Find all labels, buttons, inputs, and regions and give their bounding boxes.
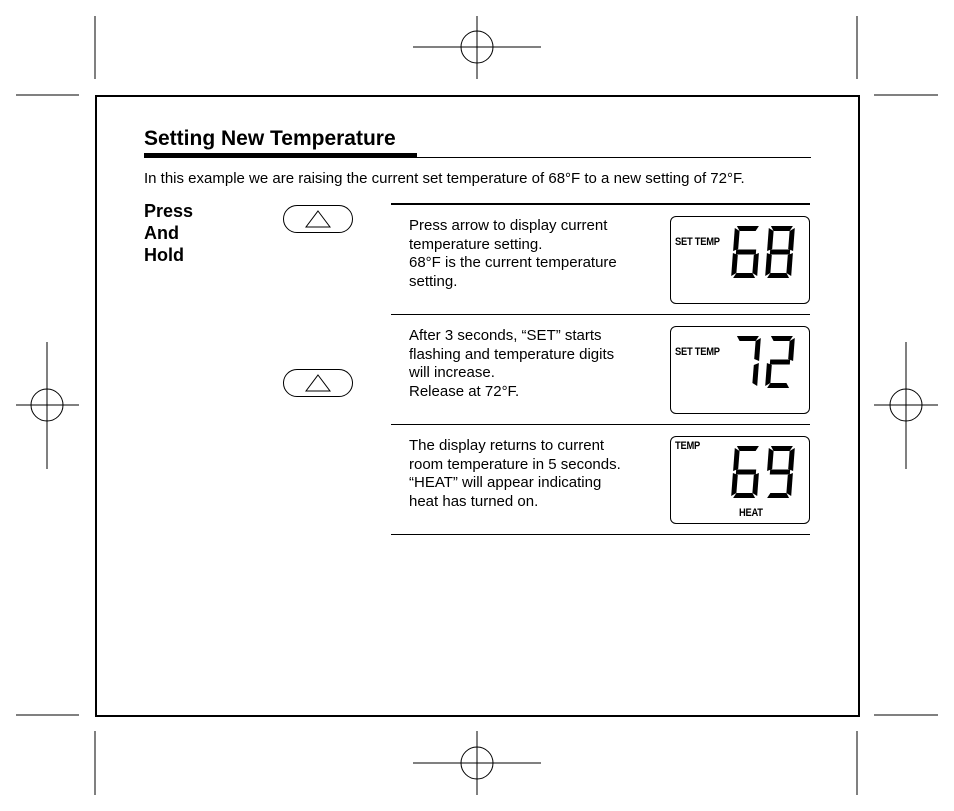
lcd-segment: [786, 253, 793, 276]
step-divider: [391, 534, 810, 535]
lcd-label: SET TEMP: [675, 236, 720, 248]
lcd-segment: [736, 470, 756, 475]
step-line: room temperature in 5 seconds.: [409, 455, 621, 473]
lcd-segment: [767, 448, 774, 471]
up-arrow-button[interactable]: [283, 369, 353, 397]
up-arrow-icon: [304, 209, 332, 229]
lcd-digit-6: [731, 446, 759, 498]
lcd-segment: [767, 383, 789, 388]
page-title: Setting New Temperature: [144, 127, 396, 150]
lcd-segment: [765, 363, 772, 386]
lcd-segment: [733, 228, 740, 251]
press-label-line: Press: [144, 201, 194, 221]
lcd-display-step-2: [670, 326, 810, 414]
lcd-bottom-label: HEAT: [739, 507, 763, 519]
up-arrow-button[interactable]: [283, 205, 353, 233]
step-line: “HEAT” will appear indicating: [409, 474, 602, 491]
lcd-segment: [737, 226, 759, 231]
lcd-digit-8: [765, 226, 795, 278]
lcd-segment: [765, 253, 772, 276]
lcd-segment: [788, 228, 795, 251]
press-and-hold-label: [144, 200, 193, 266]
step-line: flashing and temperature digits: [409, 345, 615, 363]
step-line: 68°F is the current temperature: [409, 254, 617, 271]
lcd-segment: [752, 363, 759, 386]
step-3-text: [409, 437, 654, 511]
registration-mark-left-icon: [16, 342, 79, 469]
lcd-segment: [770, 360, 790, 365]
lcd-segment: [770, 250, 790, 255]
lcd-segment: [737, 446, 759, 451]
registration-mark-bottom-icon: [413, 731, 541, 795]
lcd-digit-9: [767, 446, 795, 498]
step-2-text: [409, 327, 654, 401]
step-line: temperature setting.: [409, 235, 543, 253]
lcd-segment: [737, 336, 759, 341]
step-line: setting.: [409, 272, 458, 290]
lcd-digit-7: [737, 336, 761, 386]
lcd-digit-6: [731, 226, 759, 278]
step-divider: [391, 424, 810, 425]
step-line: After 3 seconds, “SET” starts: [409, 327, 602, 344]
lcd-digits: [731, 335, 799, 391]
lcd-segment: [731, 253, 738, 276]
lcd-digits: [731, 445, 799, 501]
lcd-segment: [770, 470, 790, 475]
step-line: Release at 72°F.: [409, 382, 520, 400]
lcd-segment: [767, 228, 774, 251]
registration-mark-top-icon: [413, 16, 541, 79]
step-divider: [391, 314, 810, 315]
lcd-segment: [786, 473, 793, 496]
lcd-display-step-3: [670, 436, 810, 524]
step-divider: [391, 203, 810, 205]
lcd-segment: [752, 253, 759, 276]
title-rule: [144, 157, 811, 158]
step-line: heat has turned on.: [409, 492, 539, 510]
lcd-segment: [733, 448, 740, 471]
intro-text: In this example we are raising the current set temperature of 68°F to a new setting of 72°F.: [144, 170, 745, 187]
lcd-segment: [788, 338, 795, 361]
up-arrow-icon: [304, 373, 332, 393]
press-label-line: And: [144, 223, 179, 243]
step-line: The display returns to current: [409, 437, 605, 454]
lcd-segment: [771, 446, 793, 451]
lcd-segment: [733, 273, 755, 278]
lcd-segment: [754, 338, 761, 361]
lcd-segment: [767, 273, 789, 278]
lcd-segment: [736, 250, 756, 255]
lcd-display-step-1: [670, 216, 810, 304]
lcd-segment: [767, 493, 789, 498]
step-1-text: [409, 217, 654, 291]
lcd-segment: [771, 226, 793, 231]
lcd-label: TEMP: [675, 440, 700, 452]
lcd-segment: [731, 473, 738, 496]
lcd-segment: [733, 493, 755, 498]
lcd-segment: [752, 473, 759, 496]
registration-mark-right-icon: [874, 342, 938, 469]
lcd-segment: [788, 448, 795, 471]
step-line: will increase.: [409, 364, 495, 381]
lcd-digit-2: [765, 336, 795, 388]
lcd-segment: [771, 336, 793, 341]
lcd-digits: [731, 225, 799, 281]
press-label-line: Hold: [144, 245, 184, 265]
lcd-label: SET TEMP: [675, 346, 720, 358]
step-line: Press arrow to display current: [409, 217, 608, 234]
